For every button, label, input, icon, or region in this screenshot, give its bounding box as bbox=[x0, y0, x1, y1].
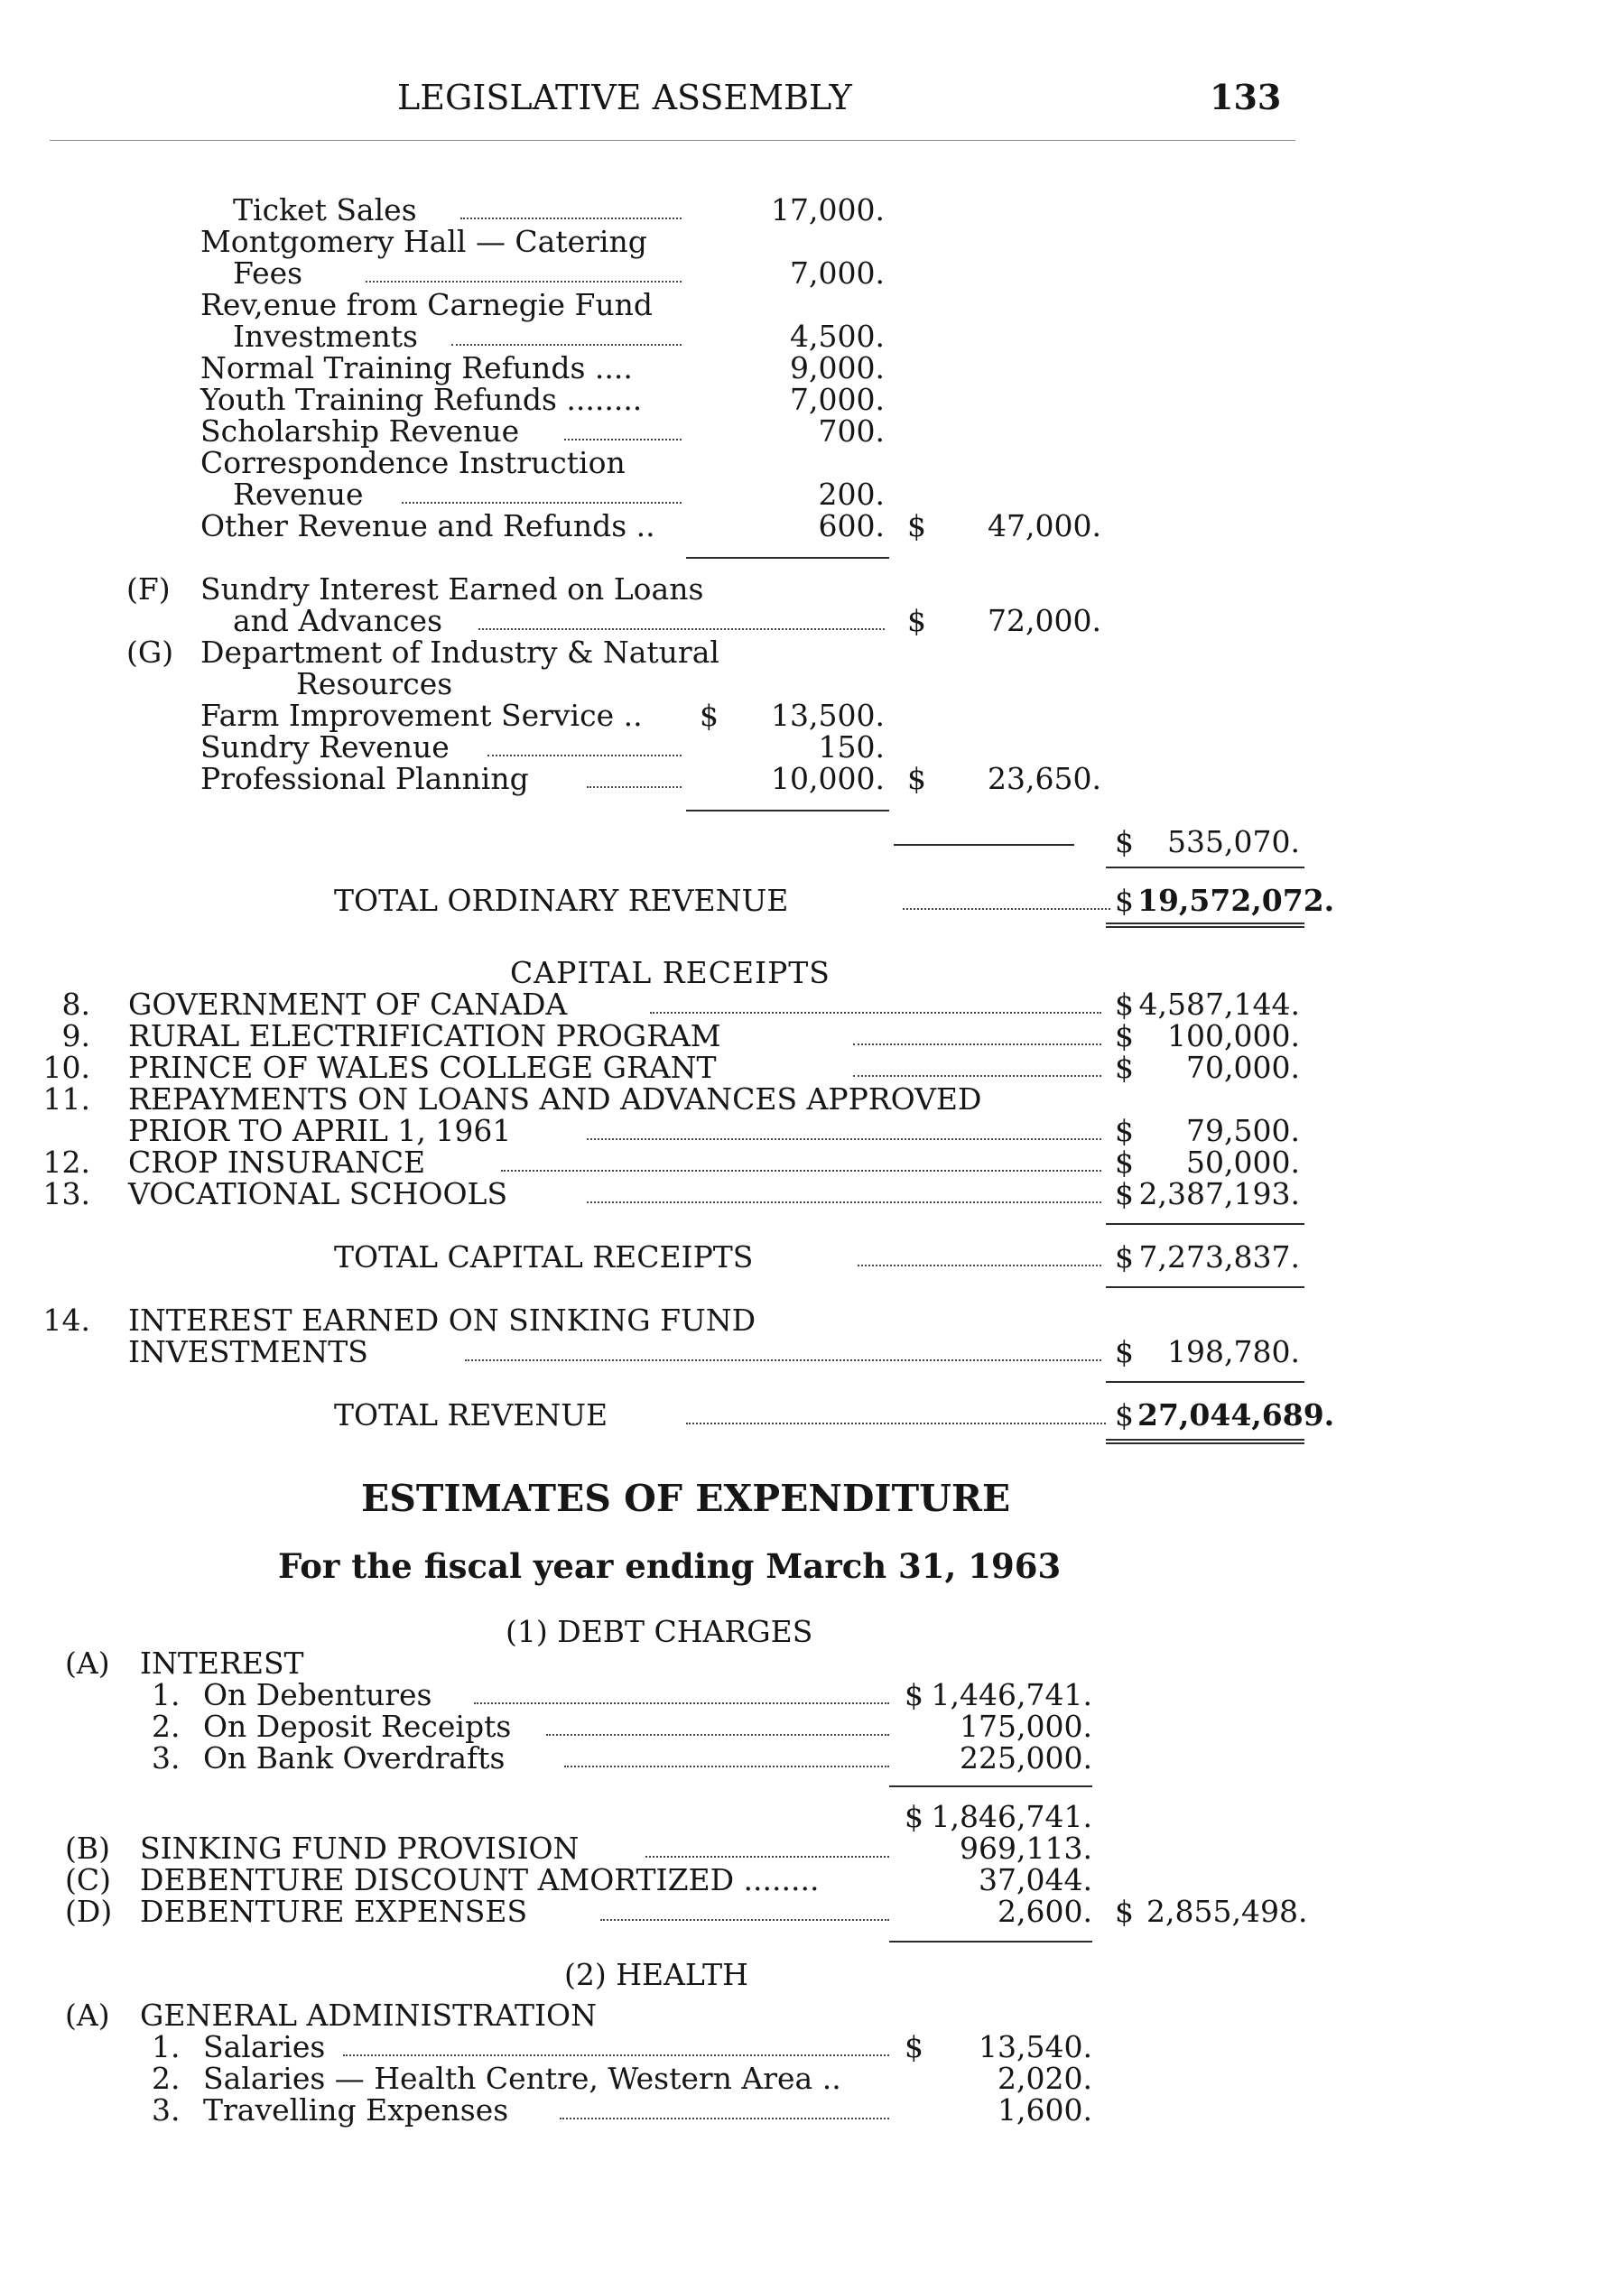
subtotal-rule bbox=[889, 1941, 1092, 1943]
capital-item-label: CROP INSURANCE bbox=[128, 1145, 426, 1180]
item-marker-a: (A) bbox=[65, 1998, 110, 2033]
total-capital-label: TOTAL CAPITAL RECEIPTS bbox=[334, 1239, 754, 1275]
item-marker-d: (D) bbox=[65, 1894, 113, 1929]
dollar-sign: $ bbox=[1115, 1050, 1134, 1085]
capital-item-label: RURAL ELECTRIFICATION PROGRAM bbox=[128, 1018, 721, 1053]
sundry-interest-label-cont: and Advances bbox=[233, 603, 443, 638]
dollar-sign: $ bbox=[1115, 1894, 1134, 1929]
subtotal-rule bbox=[1106, 1286, 1304, 1288]
youth-training-amount: 7,000. bbox=[790, 382, 885, 417]
debt-item-label: On Bank Overdrafts bbox=[203, 1740, 506, 1776]
debt-item-amount: 1,446,741. bbox=[931, 1677, 1092, 1712]
dollar-sign: $ bbox=[1115, 1334, 1134, 1369]
capital-item-amount: 70,000. bbox=[1186, 1050, 1300, 1085]
sundry-revenue-amount: 150. bbox=[818, 729, 885, 765]
total-revenue-label: TOTAL REVENUE bbox=[334, 1397, 608, 1433]
leader-dots bbox=[858, 1265, 1101, 1266]
normal-training-amount: 9,000. bbox=[790, 350, 885, 385]
capital-item-amount: 100,000. bbox=[1167, 1018, 1300, 1053]
leader-dots bbox=[474, 1702, 889, 1704]
item-number: 12. bbox=[42, 1145, 90, 1180]
sundry-interest-label: Sundry Interest Earned on Loans bbox=[200, 571, 704, 607]
subtotal-rule bbox=[1106, 1223, 1304, 1225]
leader-dots bbox=[600, 1919, 889, 1921]
subtotal-rule bbox=[686, 557, 889, 559]
scholarship-label: Scholarship Revenue bbox=[200, 413, 520, 449]
double-rule bbox=[1106, 923, 1304, 928]
leader-dots bbox=[402, 502, 682, 504]
carnegie-label: Rev,enue from Carnegie Fund bbox=[200, 287, 653, 322]
montgomery-label-cont: Fees bbox=[233, 255, 303, 291]
sundry-revenue-label: Sundry Revenue bbox=[200, 729, 450, 765]
dollar-sign: $ bbox=[1115, 1397, 1134, 1433]
health-item-amount: 2,020. bbox=[998, 2061, 1092, 2096]
correspondence-amount: 200. bbox=[818, 477, 885, 512]
planning-label: Professional Planning bbox=[200, 761, 529, 796]
debt-charges-heading: (1) DEBT CHARGES bbox=[506, 1614, 813, 1649]
leader-dots bbox=[853, 1043, 1101, 1045]
subtotal-rule bbox=[1106, 1381, 1304, 1383]
item-marker-g: (G) bbox=[126, 635, 174, 670]
sinking-interest-amount: 198,780. bbox=[1167, 1334, 1300, 1369]
leader-dots bbox=[587, 1138, 1101, 1140]
item-number: 10. bbox=[42, 1050, 90, 1085]
debt-item-amount: 175,000. bbox=[960, 1709, 1092, 1744]
capital-item-amount: 50,000. bbox=[1186, 1145, 1300, 1180]
montgomery-label: Montgomery Hall — Catering bbox=[200, 224, 647, 259]
double-rule bbox=[1106, 1439, 1304, 1444]
debt-item-amount: 225,000. bbox=[960, 1740, 1092, 1776]
normal-training-label: Normal Training Refunds .... bbox=[200, 350, 633, 385]
dollar-sign: $ bbox=[1115, 1239, 1134, 1275]
revenue-g-total: 23,650. bbox=[988, 761, 1101, 796]
carnegie-label-cont: Investments bbox=[233, 319, 418, 354]
capital-item-label: PRINCE OF WALES COLLEGE GRANT bbox=[128, 1050, 717, 1085]
item-number: 3. bbox=[152, 1740, 181, 1776]
capital-item-amount: 4,587,144. bbox=[1138, 987, 1300, 1022]
health-heading: (2) HEALTH bbox=[564, 1957, 748, 1992]
leader-dots bbox=[564, 1766, 889, 1767]
total-ordinary-amount: 19,572,072. bbox=[1137, 883, 1335, 918]
carnegie-amount: 4,500. bbox=[790, 319, 885, 354]
debenture-expenses-amount: 2,600. bbox=[998, 1894, 1092, 1929]
page-header-title: LEGISLATIVE ASSEMBLY bbox=[397, 78, 852, 117]
dollar-sign: $ bbox=[1115, 987, 1134, 1022]
item-number: 1. bbox=[152, 1677, 181, 1712]
section-subtotal: 535,070. bbox=[1167, 824, 1300, 859]
leader-dots bbox=[546, 1734, 889, 1736]
youth-training-label: Youth Training Refunds ........ bbox=[200, 382, 643, 417]
leader-dots bbox=[460, 218, 682, 219]
dollar-sign: $ bbox=[700, 698, 719, 733]
health-item-amount: 13,540. bbox=[979, 2029, 1092, 2064]
correspondence-label-cont: Revenue bbox=[233, 477, 364, 512]
item-number: 8. bbox=[61, 987, 90, 1022]
leader-dots bbox=[487, 755, 682, 756]
total-revenue-amount: 27,044,689. bbox=[1137, 1397, 1335, 1433]
item-marker-c: (C) bbox=[65, 1862, 111, 1897]
dollar-sign: $ bbox=[907, 761, 926, 796]
capital-item-label: REPAYMENTS ON LOANS AND ADVANCES APPROVED bbox=[128, 1081, 982, 1117]
planning-amount: 10,000. bbox=[771, 761, 885, 796]
farm-improvement-label: Farm Improvement Service .. bbox=[200, 698, 643, 733]
capital-item-amount: 79,500. bbox=[1186, 1113, 1300, 1148]
leader-dots bbox=[686, 1423, 1106, 1424]
dollar-sign: $ bbox=[1115, 883, 1134, 918]
leader-dots bbox=[343, 2054, 889, 2056]
correspondence-label: Correspondence Instruction bbox=[200, 445, 626, 480]
debt-item-label: On Debentures bbox=[203, 1677, 432, 1712]
revenue-f-total: 72,000. bbox=[988, 603, 1101, 638]
sinking-interest-label-cont: INVESTMENTS bbox=[128, 1334, 368, 1369]
sinking-interest-label: INTEREST EARNED ON SINKING FUND bbox=[128, 1303, 756, 1338]
discount-amortized-label: DEBENTURE DISCOUNT AMORTIZED ........ bbox=[140, 1862, 820, 1897]
dollar-sign: $ bbox=[907, 508, 926, 543]
debt-charges-total: 2,855,498. bbox=[1146, 1894, 1308, 1929]
dollar-sign: $ bbox=[1115, 824, 1134, 859]
leader-dots bbox=[587, 786, 682, 788]
dollar-sign: $ bbox=[1115, 1113, 1134, 1148]
health-item-label: Salaries bbox=[203, 2029, 326, 2064]
header-rule bbox=[50, 140, 1295, 141]
total-ordinary-label: TOTAL ORDINARY REVENUE bbox=[334, 883, 789, 918]
subtotal-rule bbox=[889, 1785, 1092, 1787]
leader-dots bbox=[465, 1359, 1101, 1361]
item-number: 1. bbox=[152, 2029, 181, 2064]
leader-dots bbox=[560, 2118, 889, 2119]
debenture-expenses-label: DEBENTURE EXPENSES bbox=[140, 1894, 528, 1929]
health-item-label: Travelling Expenses bbox=[203, 2092, 509, 2128]
other-revenue-label: Other Revenue and Refunds .. bbox=[200, 508, 655, 543]
dollar-sign: $ bbox=[1115, 1018, 1134, 1053]
leader-dots bbox=[650, 1012, 1101, 1014]
leader-dots bbox=[903, 908, 1110, 910]
estimates-subtitle: For the fiscal year ending March 31, 1963 bbox=[278, 1546, 1062, 1586]
capital-item-label: VOCATIONAL SCHOOLS bbox=[128, 1176, 508, 1211]
item-number: 11. bbox=[42, 1081, 90, 1117]
leader-dots bbox=[564, 439, 682, 440]
item-number: 2. bbox=[152, 2061, 181, 2096]
total-capital-amount: 7,273,837. bbox=[1138, 1239, 1300, 1275]
capital-receipts-heading: CAPITAL RECEIPTS bbox=[510, 955, 831, 990]
general-administration-label: GENERAL ADMINISTRATION bbox=[140, 1998, 597, 2033]
subtotal-rule bbox=[686, 810, 889, 811]
leader-dots bbox=[366, 281, 682, 283]
industry-label-cont: Resources bbox=[296, 666, 453, 701]
interest-subtotal: 1,846,741. bbox=[931, 1799, 1092, 1834]
item-marker-f: (F) bbox=[126, 571, 171, 607]
health-item-label: Salaries — Health Centre, Western Area .. bbox=[203, 2061, 841, 2096]
item-number: 2. bbox=[152, 1709, 181, 1744]
item-number: 3. bbox=[152, 2092, 181, 2128]
debt-item-label: On Deposit Receipts bbox=[203, 1709, 512, 1744]
dollar-sign: $ bbox=[1115, 1176, 1134, 1211]
dollar-sign: $ bbox=[907, 603, 926, 638]
dollar-sign: $ bbox=[1115, 1145, 1134, 1180]
capital-item-label-cont: PRIOR TO APRIL 1, 1961 bbox=[128, 1113, 512, 1148]
leader-dots bbox=[501, 1170, 1101, 1172]
industry-label: Department of Industry & Natural bbox=[200, 635, 719, 670]
farm-improvement-amount: 13,500. bbox=[771, 698, 885, 733]
item-marker-b: (B) bbox=[65, 1831, 110, 1866]
scholarship-amount: 700. bbox=[818, 413, 885, 449]
revenue-e-total: 47,000. bbox=[988, 508, 1101, 543]
montgomery-amount: 7,000. bbox=[790, 255, 885, 291]
interest-label: INTEREST bbox=[140, 1646, 304, 1681]
dollar-sign: $ bbox=[905, 1677, 923, 1712]
leader-dots bbox=[645, 1856, 889, 1858]
ticket-sales-amount: 17,000. bbox=[771, 192, 885, 227]
dollar-sign: $ bbox=[905, 2029, 923, 2064]
subtotal-rule bbox=[1106, 867, 1304, 868]
item-marker-a: (A) bbox=[65, 1646, 110, 1681]
other-revenue-amount: 600. bbox=[818, 508, 885, 543]
leader-dots bbox=[853, 1075, 1101, 1077]
item-number: 13. bbox=[42, 1176, 90, 1211]
leader-dots bbox=[478, 628, 885, 630]
item-number: 14. bbox=[42, 1303, 90, 1338]
sinking-fund-label: SINKING FUND PROVISION bbox=[140, 1831, 580, 1866]
health-item-amount: 1,600. bbox=[998, 2092, 1092, 2128]
sinking-fund-amount: 969,113. bbox=[960, 1831, 1092, 1866]
capital-item-amount: 2,387,193. bbox=[1138, 1176, 1300, 1211]
ticket-sales-label: Ticket Sales bbox=[233, 192, 417, 227]
leader-dots bbox=[587, 1201, 1101, 1203]
estimates-title: ESTIMATES OF EXPENDITURE bbox=[361, 1477, 1011, 1520]
subtotal-rule bbox=[894, 844, 1074, 846]
leader-dots bbox=[451, 344, 682, 346]
dollar-sign: $ bbox=[905, 1799, 923, 1834]
discount-amortized-amount: 37,044. bbox=[979, 1862, 1092, 1897]
capital-item-label: GOVERNMENT OF CANADA bbox=[128, 987, 568, 1022]
page-number: 133 bbox=[1210, 77, 1282, 117]
item-number: 9. bbox=[61, 1018, 90, 1053]
